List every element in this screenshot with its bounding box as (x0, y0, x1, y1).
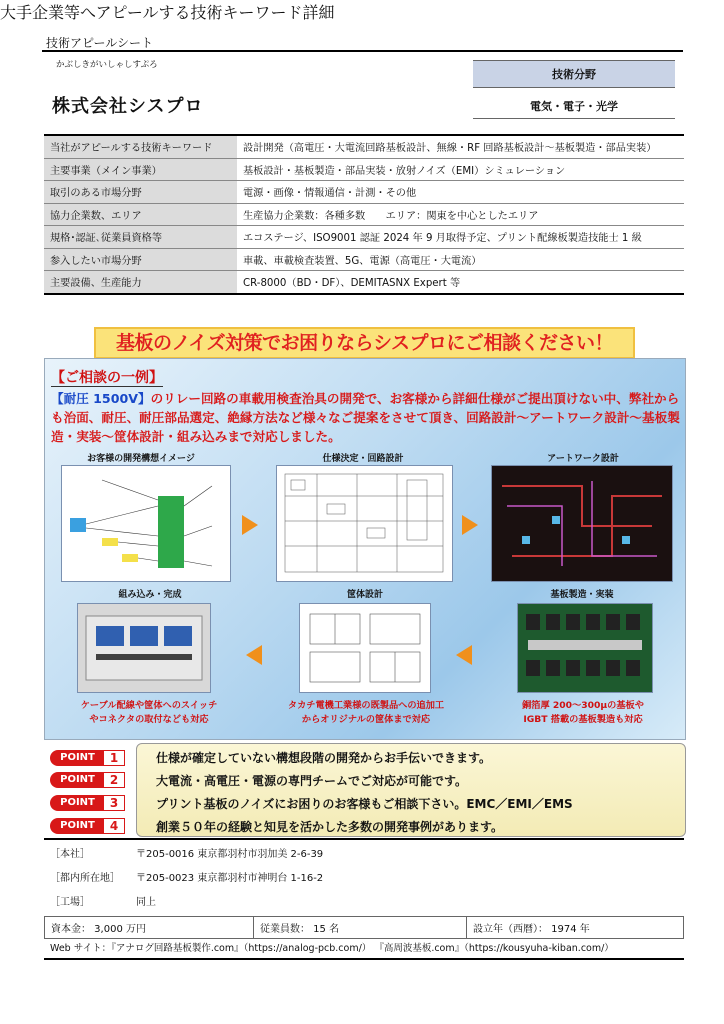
point-text: 創業５０年の経験と知見を活かした多数の開発事例があります。 (156, 820, 504, 834)
row-label: 協力企業数、エリア (44, 203, 237, 226)
point-text: 仕様が確定していない構想段階の開発からお手伝いできます。 (156, 751, 492, 765)
case-title: 【ご相談の一例】 (51, 370, 163, 386)
step-label: 基板製造・実装 (550, 590, 614, 600)
divider (473, 118, 675, 119)
table-row (44, 248, 684, 271)
divider (51, 386, 163, 387)
step-label: 筐体設計 (346, 590, 383, 600)
case-description (51, 389, 681, 446)
case-text: のリレー回路の車載用検査治具の開発で、お客様から詳細仕様がご提出頂けない中、弊社からも治面、耐圧、耐圧部品選定、絶縁方法など様々なご提案をさせて頂き、回路設計～アートワーク設計～基板製造・実装～筐体設計・組み込みまで対応しました。 (51, 391, 680, 444)
table-row (44, 203, 684, 226)
point-badge (50, 772, 125, 788)
point-text: プリント基板のノイズにお困りのお客様もご相談下さい。EMC／EMI／EMS (156, 797, 573, 811)
table-row (44, 226, 684, 249)
row-value: 設計開発（高電圧・大電流回路基板設計、無線・RF 回路基板設計～基板製造・部品実装） (237, 135, 684, 158)
point-badge (50, 795, 125, 811)
caption-line: IGBT 搭載の基板製造も対応 (523, 714, 643, 725)
row-value: 車載、車載検査装置、5G、電源（高電圧・大電流） (237, 248, 684, 271)
point-badge-label: POINT (50, 818, 105, 834)
step-caption (59, 699, 239, 727)
row-value: エコステージ、ISO9001 認証 2024 年 9 月取得予定、プリント配線板製造技能士 1 級 (237, 226, 684, 249)
voltage-highlight: 【耐圧 1500V】 (51, 391, 151, 406)
circuit-image (276, 465, 453, 582)
address-value: 〒205-0023 東京都羽村市神明台 1-16-2 (136, 872, 324, 884)
company-furigana: かぶしきがいしゃしすぷろ (56, 60, 158, 70)
point-text: 大電流・高電圧・電源の専門チームでご対応が可能です。 (156, 774, 468, 788)
row-value: 電源・画像・情報通信・計測・その他 (237, 181, 684, 204)
step-label: 仕様決定・回路設計 (322, 454, 404, 464)
caption-line: タカチ電機工業様の既製品への追加工 (287, 700, 445, 711)
enclosure-drawing-icon (300, 604, 430, 692)
point-badge-label: POINT (50, 795, 105, 811)
point-badge (50, 750, 125, 766)
sheet-title: 技術アピールシート (46, 36, 153, 50)
step-label: アートワーク設計 (547, 454, 619, 464)
enclosure-icon (78, 604, 210, 692)
point-number: 2 (103, 772, 125, 788)
table-row (44, 864, 684, 888)
artwork-image (491, 465, 673, 582)
step-label: お客様の開発構想イメージ (87, 454, 195, 464)
caption-line: 銅箔厚 200～300μの基板や (522, 700, 644, 711)
company-facts-table (44, 916, 684, 939)
company-name: 株式会社シスプロ (52, 96, 204, 117)
row-label: 参入したい市場分野 (44, 248, 237, 271)
address-label: ［工場］ (50, 896, 90, 908)
concept-diagram-icon (62, 466, 230, 581)
caption-line: ケーブル配線や筐体へのスイッチ (80, 700, 218, 711)
address-label: ［本社］ (50, 848, 90, 860)
founded-year: 設立年（西暦）： 1974 年 (467, 917, 684, 939)
row-value: 生産協力企業数：各種多数 エリア：関東を中心としたエリア (237, 203, 684, 226)
step-label: 組み込み・完成 (118, 590, 182, 600)
finished-product-image (77, 603, 211, 693)
row-value: 基板設計・基板製造・部品実装・放射ノイズ（EMI）シミュレーション (237, 158, 684, 181)
pcb-manufacturing-image (517, 603, 653, 693)
info-table (44, 134, 684, 295)
table-row (44, 839, 684, 864)
point-badge-label: POINT (50, 772, 105, 788)
table-row (44, 271, 684, 294)
point-badge (50, 818, 125, 834)
caption-line: からオリジナルの筐体まで対応 (301, 714, 431, 725)
step-caption (497, 699, 669, 727)
address-value: 同上 (136, 896, 156, 908)
address-value: 〒205-0016 東京都羽村市羽加美 2-6-39 (136, 848, 324, 860)
enclosure-design-image (299, 603, 431, 693)
case-panel (44, 358, 686, 740)
step-caption (271, 699, 461, 727)
point-number: 3 (103, 795, 125, 811)
row-label: 主要設備、生産能力 (44, 271, 237, 294)
divider (42, 50, 683, 52)
caption-line: やコネクタの取付なども対応 (89, 714, 209, 725)
arrow-left-icon (246, 645, 262, 665)
capital: 資本金： 3,000 万円 (45, 917, 254, 939)
website-line: Web サイト：『アナログ回路基板製作.com』（https://analog-pcb.com/） 『高周波基板.com』（https://kousyuha-kiban.com/） (44, 938, 684, 960)
row-label: 規格･認証､従業員資格等 (44, 226, 237, 249)
arrow-right-icon (242, 515, 258, 535)
tech-field-label: 技術分野 (473, 60, 675, 88)
tech-field-value: 電気・電子・光学 (530, 100, 618, 113)
point-number: 1 (103, 750, 125, 766)
point-badge-label: POINT (50, 750, 105, 766)
pcb-board-icon (518, 604, 652, 692)
table-row (44, 135, 684, 158)
table-row (44, 181, 684, 204)
table-row (45, 917, 684, 939)
point-number: 4 (103, 818, 125, 834)
concept-image (61, 465, 231, 582)
row-label: 取引のある市場分野 (44, 181, 237, 204)
arrow-left-icon (456, 645, 472, 665)
row-label: 当社がアピールする技術キーワード (44, 135, 237, 158)
section-subheader: 大手企業等へアピールする技術キーワード詳細 (0, 3, 335, 22)
row-label: 主要事業（メイン事業） (44, 158, 237, 181)
headline-banner: 基板のノイズ対策でお困りならシスプロにご相談ください！ (94, 327, 635, 359)
address-table (44, 838, 684, 912)
address-label: ［都内所在地］ (50, 872, 120, 884)
employees: 従業員数： 15 名 (254, 917, 467, 939)
row-value: CR-8000（BD・DF）、DEMITASNX Expert 等 (237, 271, 684, 294)
table-row (44, 158, 684, 181)
table-row (44, 888, 684, 912)
arrow-right-icon (462, 515, 478, 535)
pcb-artwork-icon (492, 466, 672, 581)
schematic-icon (277, 466, 452, 581)
